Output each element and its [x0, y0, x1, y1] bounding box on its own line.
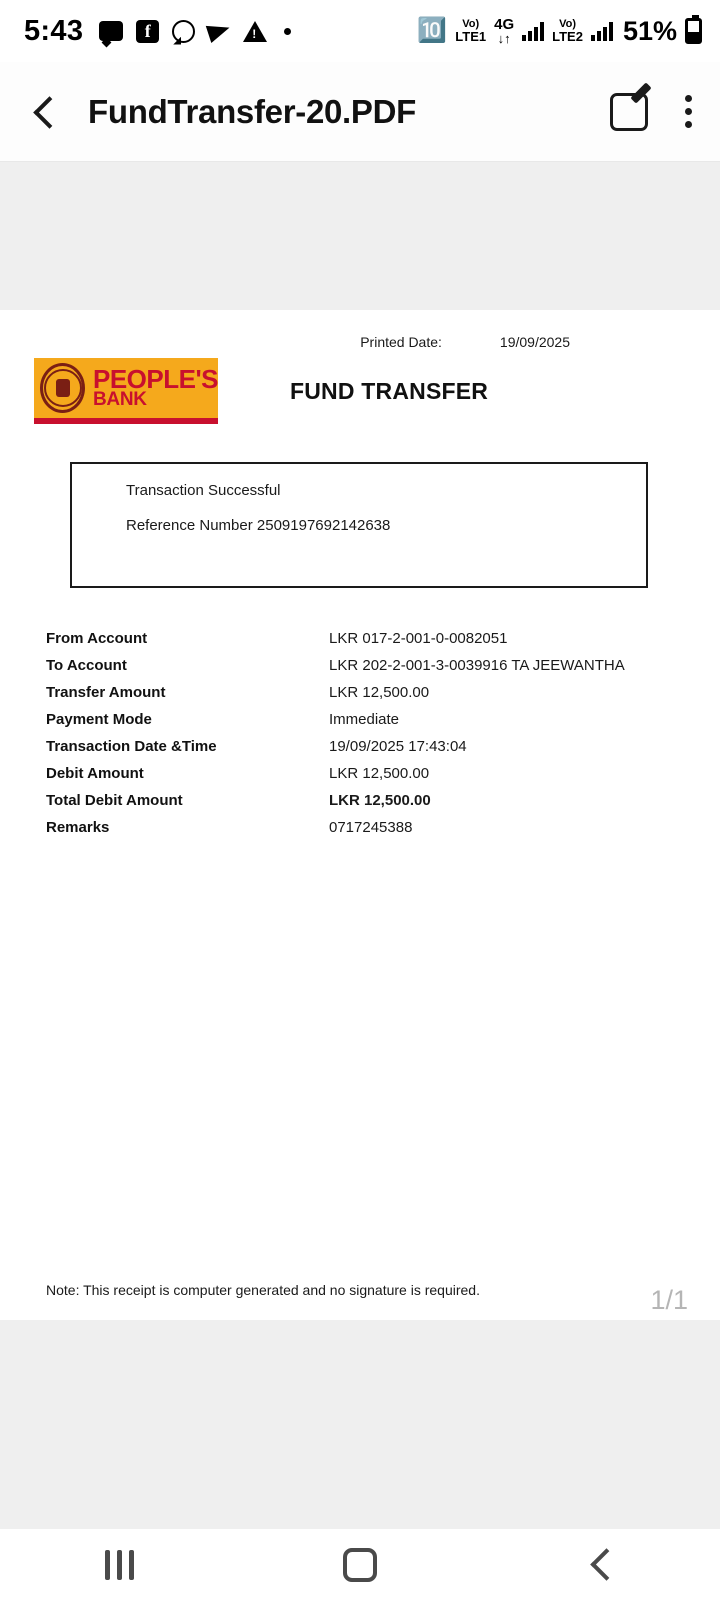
pdf-viewer[interactable]	[0, 162, 720, 1320]
document-title: FUND TRANSFER	[290, 377, 489, 404]
mobile-data-label: 4G	[494, 16, 515, 33]
detail-label: Transfer Amount	[46, 684, 166, 701]
detail-value: 19/09/2025 17:43:04	[329, 738, 467, 755]
system-navigation-bar	[0, 1529, 720, 1600]
peoples-bank-logo	[34, 358, 218, 424]
table-row	[46, 657, 720, 674]
transaction-status-box	[70, 462, 648, 588]
table-row	[46, 765, 720, 782]
detail-value: LKR 202-2-001-3-0039916 TA JEEWANTHA	[329, 657, 625, 674]
detail-value: LKR 12,500.00	[329, 684, 430, 701]
detail-value: LKR 017-2-001-0-0082051	[329, 630, 508, 647]
printed-date-row	[0, 310, 720, 350]
telegram-icon	[206, 19, 232, 43]
receipt-note: Note: This receipt is computer generated and no signature is required.	[46, 1282, 480, 1298]
viewer-bottom-gap	[0, 1320, 720, 1529]
status-system-icons	[417, 16, 702, 47]
detail-value: Immediate	[329, 711, 400, 728]
bank-name-line2: BANK	[93, 389, 147, 411]
bank-name-line1: PEOPLE'S	[93, 363, 218, 394]
detail-label: To Account	[46, 657, 127, 674]
signal-bars-2-icon	[591, 21, 613, 41]
detail-label: Transaction Date &Time	[46, 738, 217, 755]
detail-label: Remarks	[46, 819, 110, 836]
warning-icon	[243, 21, 267, 42]
table-row	[46, 819, 720, 836]
dot-icon	[284, 28, 291, 35]
back-button[interactable]	[586, 1550, 616, 1580]
printed-date-value: 19/09/2025	[499, 334, 570, 350]
status-notification-icons	[99, 20, 291, 43]
mobile-data-indicator	[494, 17, 514, 45]
sim1-network-label: LTE1	[455, 29, 487, 44]
page-title: FundTransfer-20.PDF	[88, 92, 417, 130]
detail-label: Debit Amount	[46, 765, 144, 782]
brand-row	[0, 350, 720, 424]
table-row	[46, 711, 720, 728]
table-row	[46, 630, 720, 647]
printed-date-label: Printed Date:	[360, 334, 442, 350]
pdf-page-1	[0, 310, 720, 1320]
transaction-status-text: Transaction Successful	[126, 482, 281, 499]
status-clock: 5:43	[24, 14, 84, 47]
detail-label: Payment Mode	[46, 711, 152, 728]
sim2-network-label: LTE2	[552, 29, 583, 44]
edit-icon[interactable]	[610, 93, 648, 131]
table-row	[46, 792, 720, 809]
viewer-top-gap	[0, 162, 720, 310]
facebook-icon: f	[136, 20, 159, 43]
app-bar-actions	[610, 93, 692, 131]
battery-icon	[685, 18, 702, 44]
detail-label: Total Debit Amount	[46, 792, 183, 809]
detail-value: LKR 12,500.00	[329, 792, 431, 809]
signal-bars-1-icon	[522, 21, 544, 41]
recents-button[interactable]	[105, 1550, 134, 1580]
transaction-details	[0, 630, 720, 836]
app-bar	[0, 62, 720, 162]
table-row	[46, 738, 720, 755]
bank-seal-icon	[40, 363, 85, 413]
message-icon	[99, 21, 123, 41]
sim2-volte-label: Vo)	[559, 18, 576, 30]
detail-value: 0717245388	[329, 819, 413, 836]
sim1-indicator	[455, 19, 486, 43]
sim2-indicator	[552, 19, 583, 43]
status-bar	[0, 0, 720, 62]
battery-percent-label: 51%	[622, 15, 677, 46]
home-button[interactable]	[343, 1548, 377, 1582]
table-row	[46, 684, 720, 701]
back-chevron-icon[interactable]	[28, 95, 62, 129]
detail-label: From Account	[46, 630, 148, 647]
data-arrows-icon: ↓↑	[497, 31, 511, 46]
reference-number-text: Reference Number 2509197692142638	[126, 517, 391, 534]
page-indicator: 1/1	[650, 1285, 688, 1315]
sim1-volte-label: Vo)	[462, 18, 480, 30]
more-options-icon[interactable]	[684, 95, 692, 128]
detail-value: LKR 12,500.00	[329, 765, 430, 782]
bluetooth-icon: 🔟	[417, 17, 448, 44]
whatsapp-icon	[172, 20, 195, 43]
